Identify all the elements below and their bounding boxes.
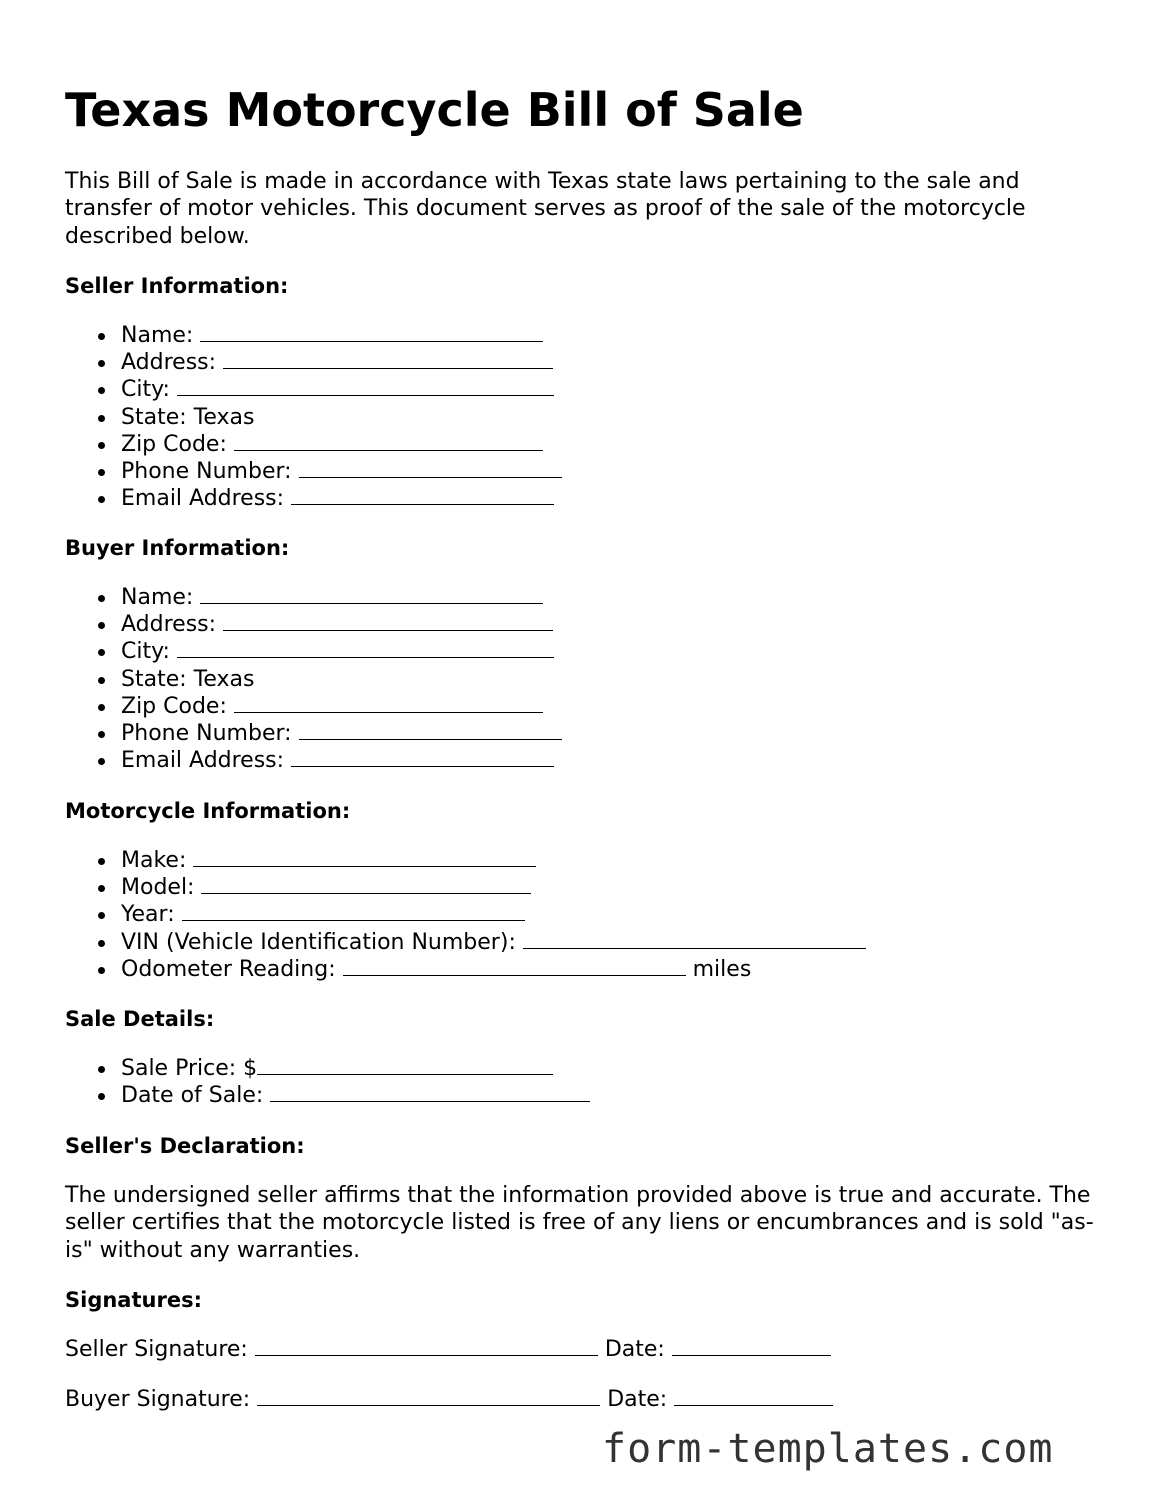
seller-email-label: Email Address: [121,486,285,512]
buyer-email-field [65,747,562,774]
buyer-city-blank[interactable] [177,638,554,658]
motorcycle-year-field [65,901,866,928]
seller-phone-label: Phone Number: [121,459,292,485]
buyer-phone-blank[interactable] [299,720,562,740]
motorcycle-vin-blank[interactable] [523,929,866,949]
seller-state-label: State: Texas [121,404,255,430]
buyer-address-label: Address: [121,612,217,638]
seller-signature-label: Seller Signature: [65,1337,248,1362]
buyer-fields [65,584,562,774]
motorcycle-year-blank[interactable] [182,901,525,921]
seller-zip-label: Zip Code: [121,431,227,457]
seller-name-field [65,322,562,349]
seller-date-label: Date: [604,1337,665,1362]
motorcycle-odometer-label: Odometer Reading: [121,956,336,982]
motorcycle-heading: Motorcycle Information: [65,799,351,823]
sale-date-label: Date of Sale: [121,1083,264,1109]
sale-date-blank[interactable] [270,1082,590,1102]
buyer-zip-blank[interactable] [234,693,543,713]
buyer-name-blank[interactable] [200,584,543,604]
motorcycle-fields [65,847,866,983]
seller-address-field [65,349,562,376]
declaration-paragraph: The undersigned seller affirms that the information provided above is true and accurate. The seller certifies that the motorcycle listed is free of any liens or encumbrances and is sold "as-is" without any warranties. [65,1183,1094,1263]
sale-fields [65,1055,590,1109]
seller-heading: Seller Information: [65,274,289,298]
buyer-signature-label: Buyer Signature: [65,1387,251,1412]
buyer-phone-label: Phone Number: [121,721,292,747]
seller-city-label: City: [121,377,170,403]
buyer-signature-line [65,1386,833,1414]
buyer-email-label: Email Address: [121,748,285,774]
intro-paragraph: This Bill of Sale is made in accordance with Texas state laws pertaining to the sale and transfer of motor vehicles. This document serves as proof of the sale of the motorcycle described below. [65,169,1026,249]
buyer-zip-field [65,693,562,720]
motorcycle-vin-label: VIN (Vehicle Identification Number): [121,929,516,955]
watermark: form-templates.com [602,1426,1054,1472]
buyer-email-blank[interactable] [291,747,554,767]
buyer-state-label: State: Texas [121,666,255,692]
seller-name-label: Name: [121,323,194,348]
buyer-city-field [65,638,562,665]
buyer-date-blank[interactable] [674,1386,833,1406]
motorcycle-make-field [65,847,866,874]
seller-date-blank[interactable] [672,1336,831,1356]
odometer-unit: miles [692,956,752,982]
buyer-zip-label: Zip Code: [121,693,227,719]
buyer-heading: Buyer Information: [65,536,290,560]
seller-address-blank[interactable] [223,349,553,369]
sale-price-field [65,1055,590,1082]
seller-signature-blank[interactable] [255,1336,598,1356]
motorcycle-year-label: Year: [121,902,175,928]
seller-name-blank[interactable] [200,322,543,342]
motorcycle-model-blank[interactable] [201,874,531,894]
motorcycle-odometer-field [65,956,866,983]
buyer-name-label: Name: [121,585,194,610]
sale-heading: Sale Details: [65,1007,215,1031]
seller-phone-blank[interactable] [299,458,562,478]
declaration-heading: Seller's Declaration: [65,1134,305,1158]
seller-address-label: Address: [121,350,217,376]
seller-signature-line [65,1336,831,1364]
motorcycle-model-label: Model: [121,875,195,901]
buyer-phone-field [65,720,562,747]
buyer-address-blank[interactable] [223,611,553,631]
seller-fields [65,322,562,512]
seller-email-field [65,485,562,512]
seller-city-blank[interactable] [177,376,554,396]
buyer-date-label: Date: [607,1387,668,1412]
motorcycle-vin-field [65,929,866,956]
seller-city-field [65,376,562,403]
motorcycle-odometer-blank[interactable] [343,956,686,976]
sale-price-blank[interactable] [257,1055,553,1075]
motorcycle-make-blank[interactable] [193,847,536,867]
seller-phone-field [65,458,562,485]
seller-zip-field [65,431,562,458]
motorcycle-make-label: Make: [121,848,187,873]
buyer-state-field [65,666,562,693]
seller-email-blank[interactable] [291,485,554,505]
buyer-address-field [65,611,562,638]
buyer-signature-blank[interactable] [257,1386,600,1406]
sale-price-label: Sale Price: $ [121,1056,258,1081]
seller-zip-blank[interactable] [234,431,543,451]
seller-state-field [65,404,562,431]
sale-date-field [65,1082,590,1109]
motorcycle-model-field [65,874,866,901]
buyer-city-label: City: [121,639,170,665]
document-title: Texas Motorcycle Bill of Sale [65,83,804,137]
buyer-name-field [65,584,562,611]
signatures-heading: Signatures: [65,1288,202,1312]
